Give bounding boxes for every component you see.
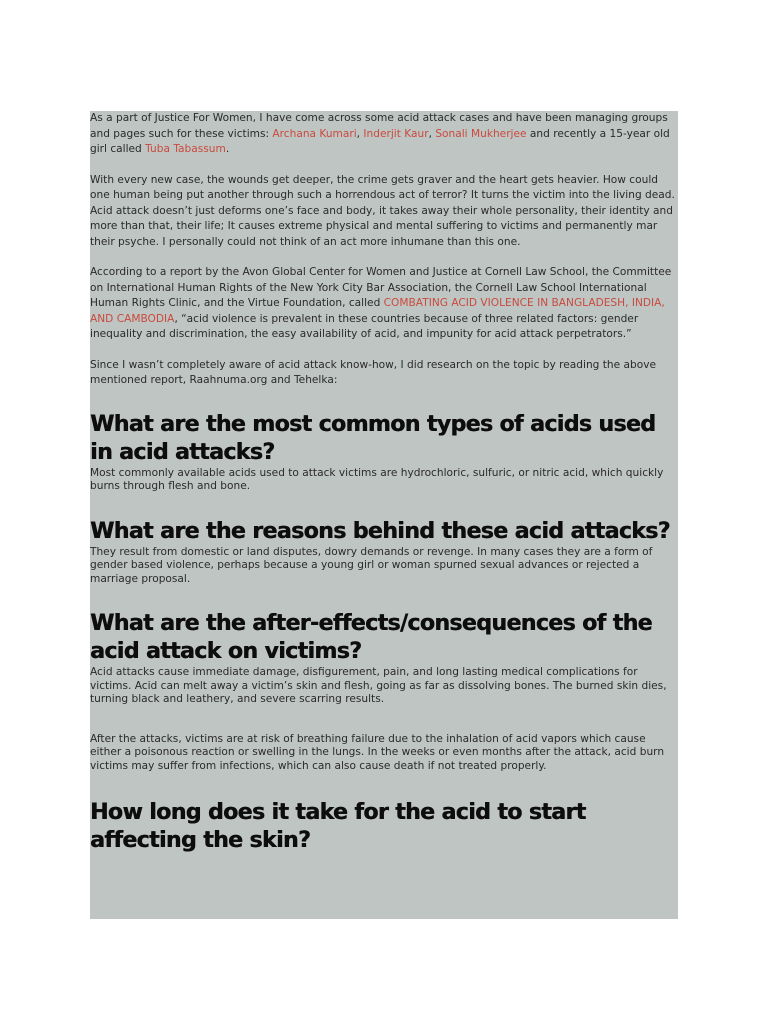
- report-text: According to a report by the Avon Global Center for Women and Justice at Cornell Law School, the Committee on International Human Rights of the New York City Bar Association, the Cornell Law School International Human Rights Clinic, and the Virtue Foundation, called: [90, 266, 672, 309]
- intro-text: .: [225, 143, 230, 155]
- report-text: , “acid violence is prevalent in these countries because of three related factors: gender inequality and discrimination, the easy availability of acid, and impunity for acid attack perpetrators.”: [90, 312, 639, 340]
- intro-separator: ,: [428, 127, 436, 140]
- intro-separator: ,: [356, 127, 364, 140]
- paragraph-research: Since I wasn’t completely aware of acid attack know-how, I did research on the topic by reading the above mentioned report, Raahnuma.org and Tehelka:: [90, 358, 657, 386]
- intro-paragraph: [90, 111, 678, 158]
- intro-text: As a part of Justice For Women, I have come across some acid attack cases and have been managing groups and pages such for these victims:: [90, 112, 668, 140]
- article-panel: [90, 111, 678, 919]
- heading-time-to-affect: How long does it take for the acid to start affecting the skin?: [90, 800, 586, 853]
- heading-reasons: What are the reasons behind these acid attacks?: [90, 518, 670, 544]
- link-archana-kumari[interactable]: Archana Kumari: [272, 127, 357, 140]
- intro-text: and recently a 15-year old girl called: [90, 127, 670, 155]
- paragraph-report: [90, 265, 678, 343]
- heading-acid-types: What are the most common types of acids used in acid attacks?: [90, 411, 656, 465]
- heading-after-effects: What are the after-effects/consequences of the acid attack on victims?: [90, 611, 652, 664]
- link-inderjit-kaur[interactable]: Inderjit Kaur: [363, 127, 429, 140]
- answer-acid-types: Most commonly available acids used to attack victims are hydrochloric, sulfuric, or nitric acid, which quickly burns through flesh and bone.: [90, 466, 664, 492]
- answer-after-effects-2: After the attacks, victims are at risk of breathing failure due to the inhalation of acid vapors which cause either a poisonous reaction or swelling in the lungs. In the weeks or even months after the attack, acid burn victims may suffer from infections, which can also cause death if not treated properly.: [90, 732, 665, 772]
- answer-reasons: They result from domestic or land disputes, dowry demands or revenge. In many cases they are a form of gender based violence, perhaps because a young girl or woman spurned sexual advances or rejected a marriage proposal.: [90, 545, 653, 585]
- link-tuba-tabassum[interactable]: Tuba Tabassum: [145, 143, 226, 155]
- paragraph-wounds: With every new case, the wounds get deeper, the crime gets graver and the heart gets heavier. How could one human being put another through such a horrendous act of terror? It turns the victim into the living dead. Acid attack doesn’t just deforms one’s face and body, it takes away their whole personality, their identity and more than that, their life; It causes extreme physical and mental suffering to victims and permanently mar their psyche. I personally could not think of an act more inhumane than this one.: [90, 173, 675, 248]
- link-sonali-mukherjee[interactable]: Sonali Mukherjee: [435, 127, 527, 140]
- answer-after-effects-1: Acid attacks cause immediate damage, disfigurement, pain, and long lasting medical complications for victims. Acid can melt away a victim’s skin and flesh, going as far as dissolving bones. The burned skin dies, turning black and leathery, and severe scarring results.: [90, 666, 667, 705]
- article-body: [90, 111, 678, 855]
- link-combating-acid-violence[interactable]: COMBATING ACID VIOLENCE IN BANGLADESH, INDIA, AND CAMBODIA: [90, 297, 665, 325]
